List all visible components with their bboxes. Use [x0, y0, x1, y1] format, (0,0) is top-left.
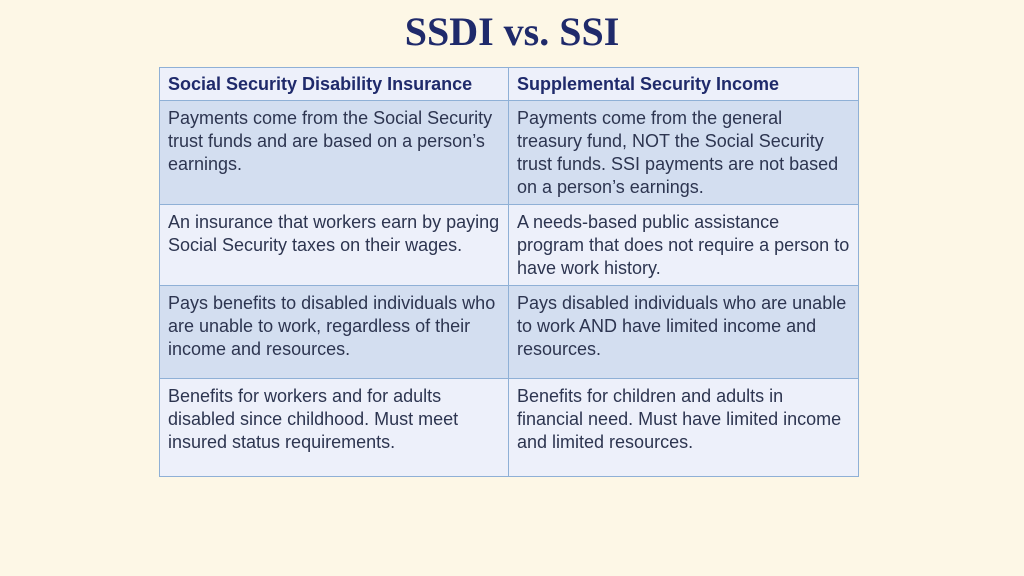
comparison-table	[159, 67, 859, 477]
header-ssi: Supplemental Security Income	[509, 68, 859, 101]
table-row	[160, 205, 859, 286]
header-ssdi: Social Security Disability Insurance	[160, 68, 509, 101]
table-row	[160, 101, 859, 205]
ssdi-cell: Payments come from the Social Security trust funds and are based on a person’s earnings.	[160, 101, 509, 205]
ssdi-cell: Benefits for workers and for adults disabled since childhood. Must meet insured status requirements.	[160, 379, 509, 477]
ssi-cell: Benefits for children and adults in financial need. Must have limited income and limited resources.	[509, 379, 859, 477]
ssi-cell: Pays disabled individuals who are unable to work AND have limited income and resources.	[509, 286, 859, 379]
ssi-cell: A needs-based public assistance program that does not require a person to have work history.	[509, 205, 859, 286]
ssi-cell: Payments come from the general treasury fund, NOT the Social Security trust funds. SSI payments are not based on a person’s earnings.	[509, 101, 859, 205]
ssdi-cell: Pays benefits to disabled individuals who are unable to work, regardless of their income and resources.	[160, 286, 509, 379]
table-header-row	[160, 68, 859, 101]
ssdi-cell: An insurance that workers earn by paying Social Security taxes on their wages.	[160, 205, 509, 286]
table-row	[160, 379, 859, 477]
table-row	[160, 286, 859, 379]
slide-title: SSDI vs. SSI	[404, 9, 620, 54]
